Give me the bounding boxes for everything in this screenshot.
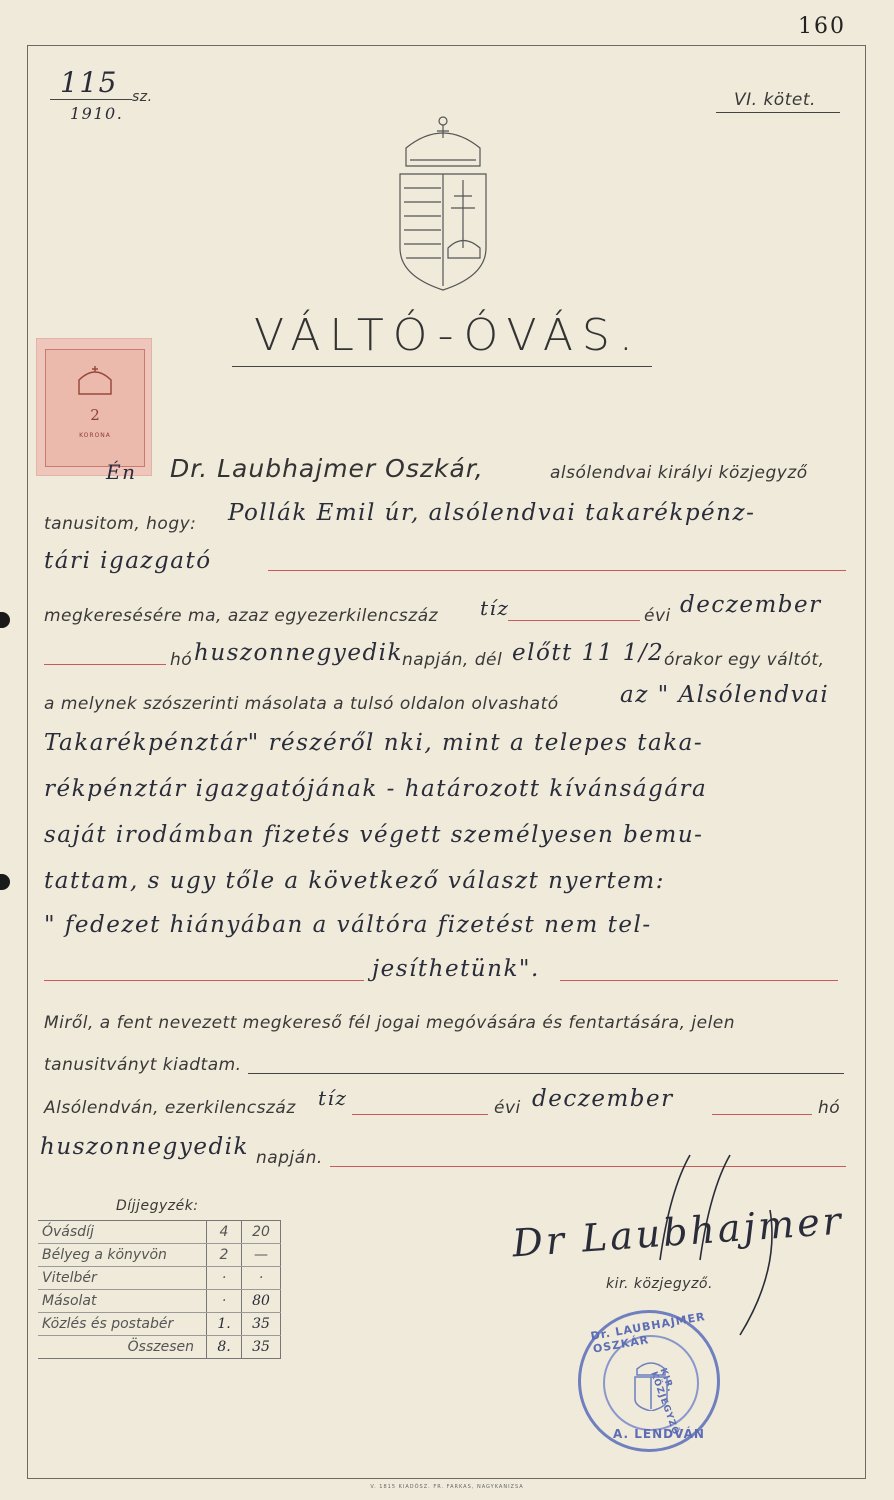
fill-line [508, 620, 640, 621]
crown-icon [76, 364, 114, 398]
text-evi: évi [644, 606, 671, 626]
seal-top-text: Dr. LAUBHAJMER OSZKÁR [589, 1309, 707, 1356]
fee-filler: 80 [242, 1290, 281, 1313]
stamp-value: 2 [90, 406, 100, 424]
revenue-stamp [36, 338, 152, 476]
text-tanusitom: tanusitom, hogy: [44, 514, 197, 534]
seal-bottom-text: A. LENDVÁN [613, 1427, 705, 1441]
text-ho-2: hó [818, 1098, 841, 1118]
closing-day-word: huszonnegyedik [40, 1134, 249, 1160]
text-napjan-del: napján, dél [402, 650, 503, 670]
fill-line [268, 570, 846, 571]
body-line-8: rékpénztár igazgatójának - határozott kívánságára [44, 776, 708, 802]
body-line-7: Takarékpénztár" részéről nki, mint a telepes taka- [44, 730, 704, 756]
fee-korona: 1. [207, 1313, 242, 1336]
day-word: huszonnegyedik [194, 640, 403, 666]
fee-row [38, 1267, 281, 1290]
fee-korona: · [207, 1267, 242, 1290]
notary-name: Dr. Laubhajmer Oszkár, [170, 454, 484, 483]
volume-label: VI. kötet. [734, 90, 816, 110]
text-en: Én [106, 460, 137, 484]
bank-name-start: az " Alsólendvai [620, 682, 830, 708]
month-word: deczember [680, 592, 822, 618]
fee-filler: 20 [242, 1221, 281, 1244]
fill-line [352, 1114, 488, 1115]
fee-korona: · [207, 1290, 242, 1313]
text-orakor: órakor egy váltót, [664, 650, 825, 670]
seal-side-text: KIR. KÖZJEGYZŐ [648, 1367, 681, 1437]
coat-of-arms-icon [396, 108, 490, 294]
fee-total-label: Összesen [38, 1336, 207, 1359]
seal-arms-icon [631, 1355, 671, 1411]
text-masolata: a melynek szószerinti másolata a tulsó oldalon olvasható [44, 694, 559, 714]
year-word: tíz [480, 596, 510, 620]
text-mirol: Miről, a fent nevezett megkereső fél jogai megóvására és fentartására, jelen [44, 1013, 736, 1033]
text-tanusitvanyt: tanusitványt kiadtam. [44, 1055, 242, 1075]
notary-title: alsólendvai királyi közjegyző [550, 463, 808, 483]
fee-row [38, 1313, 281, 1336]
page-number: 160 [798, 14, 846, 39]
text-megkeresesere: megkeresésére ma, azaz egyezerkilencszáz [44, 606, 439, 626]
body-line-10: tattam, s ugy tőle a következő választ nyertem: [44, 868, 665, 894]
register-year: 1910. [70, 104, 124, 123]
revenue-stamp-frame [45, 349, 145, 467]
body-line-12: jesíthetünk". [372, 956, 540, 982]
register-number: 115 [60, 66, 118, 99]
printer-imprint: V. 1815 KIADÓSZ. FR. FARKAS, NAGYKANIZSA [370, 1484, 524, 1490]
body-line-11: " fedezet hiányában a váltóra fizetést nem tel- [44, 912, 652, 938]
register-sz-label: sz. [132, 89, 153, 105]
fee-row [38, 1221, 281, 1244]
title-underline [232, 366, 652, 367]
requester-line-1: Pollák Emil úr, alsólendvai takarékpénz- [228, 500, 756, 526]
fill-line [560, 980, 838, 981]
requester-line-2: tári igazgató [44, 548, 212, 574]
fill-line [44, 664, 166, 665]
time-value: előtt 11 1/2 [512, 640, 665, 666]
text-alsolendvan: Alsólendván, ezerkilencszáz [44, 1098, 296, 1118]
fees-heading: Díjjegyzék: [116, 1198, 199, 1214]
fee-label: Másolat [38, 1290, 207, 1313]
fee-row [38, 1290, 281, 1313]
fee-total-row [38, 1336, 281, 1359]
register-underline [50, 99, 132, 100]
text-napjan-2: napján. [256, 1148, 323, 1168]
fill-line [712, 1114, 812, 1115]
fee-total-filler: 35 [242, 1336, 281, 1359]
fee-korona: 4 [207, 1221, 242, 1244]
fee-korona: 2 [207, 1244, 242, 1267]
text-evi-2: évi [494, 1098, 521, 1118]
fee-label: Óvásdíj [38, 1221, 207, 1244]
volume-underline [716, 112, 840, 113]
fee-row [38, 1244, 281, 1267]
fill-line [44, 980, 364, 981]
fee-label: Vitelbér [38, 1267, 207, 1290]
notary-signature: Dr Laubhajmer [510, 1198, 846, 1266]
fee-filler: — [242, 1244, 281, 1267]
fee-label: Bélyeg a könyvön [38, 1244, 207, 1267]
fee-filler: · [242, 1267, 281, 1290]
closing-year-word: tíz [318, 1086, 348, 1110]
body-line-9: saját irodámban fizetés végett személyesen bemu- [44, 822, 704, 848]
signature-title: kir. közjegyző. [606, 1276, 713, 1292]
fee-total-korona: 8. [207, 1336, 242, 1359]
fee-label: Közlés és postabér [38, 1313, 207, 1336]
text-ho: hó [170, 650, 193, 670]
fees-table [38, 1220, 281, 1359]
fill-line [248, 1073, 844, 1074]
closing-month-word: deczember [532, 1086, 674, 1112]
punch-hole [0, 874, 10, 890]
notary-seal [578, 1310, 720, 1452]
stamp-unit: KORONA [79, 432, 111, 439]
fee-filler: 35 [242, 1313, 281, 1336]
document-title: VÁLTÓ-ÓVÁS. [254, 310, 642, 361]
punch-hole [0, 612, 10, 628]
